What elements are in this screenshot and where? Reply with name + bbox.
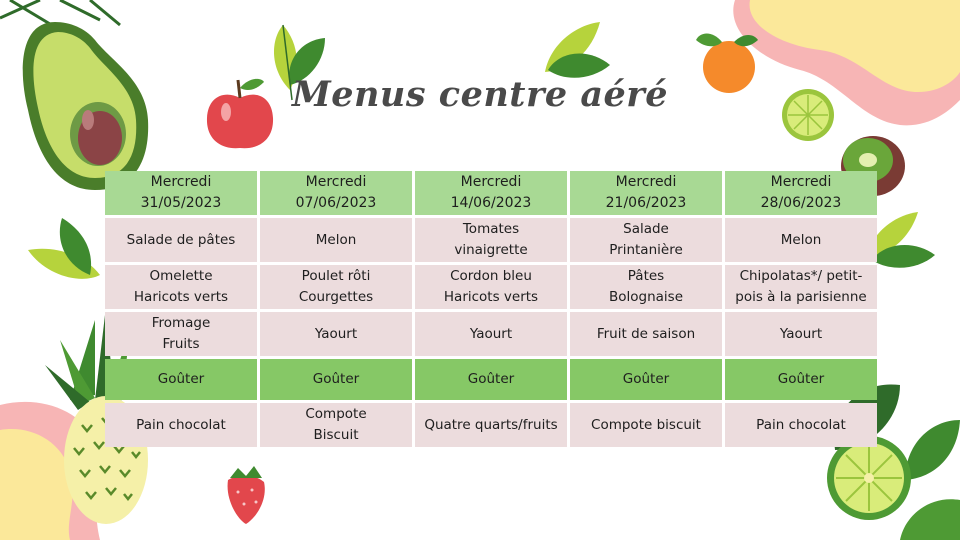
main-dish-cell: Pâtes Bolognaise (570, 265, 722, 309)
date-header-cell: Mercredi 07/06/2023 (260, 171, 412, 215)
dessert-cell: Yaourt (725, 312, 877, 356)
entree-cell: Salade de pâtes (105, 218, 257, 262)
snack-label-cell: Goûter (260, 359, 412, 400)
main-dish-cell: Omelette Haricots verts (105, 265, 257, 309)
entree-cell: Salade Printanière (570, 218, 722, 262)
snack-cell: Compote Biscuit (260, 403, 412, 447)
snack-label-cell: Goûter (725, 359, 877, 400)
dessert-cell: Fromage Fruits (105, 312, 257, 356)
date-header-cell: Mercredi 21/06/2023 (570, 171, 722, 215)
entree-cell: Melon (725, 218, 877, 262)
leaf-left-icon (28, 218, 100, 279)
main-dish-cell: Cordon bleu Haricots verts (415, 265, 567, 309)
snack-cell: Pain chocolat (105, 403, 257, 447)
date-header-row (105, 171, 877, 215)
snack-label-cell: Goûter (105, 359, 257, 400)
page-title: Menus centre aéré (291, 74, 669, 115)
date-header-cell: Mercredi 31/05/2023 (105, 171, 257, 215)
date-header-cell: Mercredi 14/06/2023 (415, 171, 567, 215)
dessert-cell: Yaourt (260, 312, 412, 356)
date-header-cell: Mercredi 28/06/2023 (725, 171, 877, 215)
snack-label-cell: Goûter (570, 359, 722, 400)
main-dish-row (105, 265, 877, 309)
entree-cell: Melon (260, 218, 412, 262)
snack-cell: Pain chocolat (725, 403, 877, 447)
snack-cell: Quatre quarts/fruits (415, 403, 567, 447)
leaf-top-right-icon (545, 22, 610, 78)
snack-label-cell: Goûter (415, 359, 567, 400)
dessert-row (105, 312, 877, 356)
snack-row (105, 403, 877, 447)
entree-row (105, 218, 877, 262)
dessert-cell: Fruit de saison (570, 312, 722, 356)
dessert-cell: Yaourt (415, 312, 567, 356)
menu-table (102, 168, 880, 450)
main-dish-cell: Poulet rôti Courgettes (260, 265, 412, 309)
main-dish-cell: Chipolatas*/ petit- pois à la parisienne (725, 265, 877, 309)
strawberry-icon (228, 466, 265, 524)
entree-cell: Tomates vinaigrette (415, 218, 567, 262)
snack-cell: Compote biscuit (570, 403, 722, 447)
snack-label-row (105, 359, 877, 400)
